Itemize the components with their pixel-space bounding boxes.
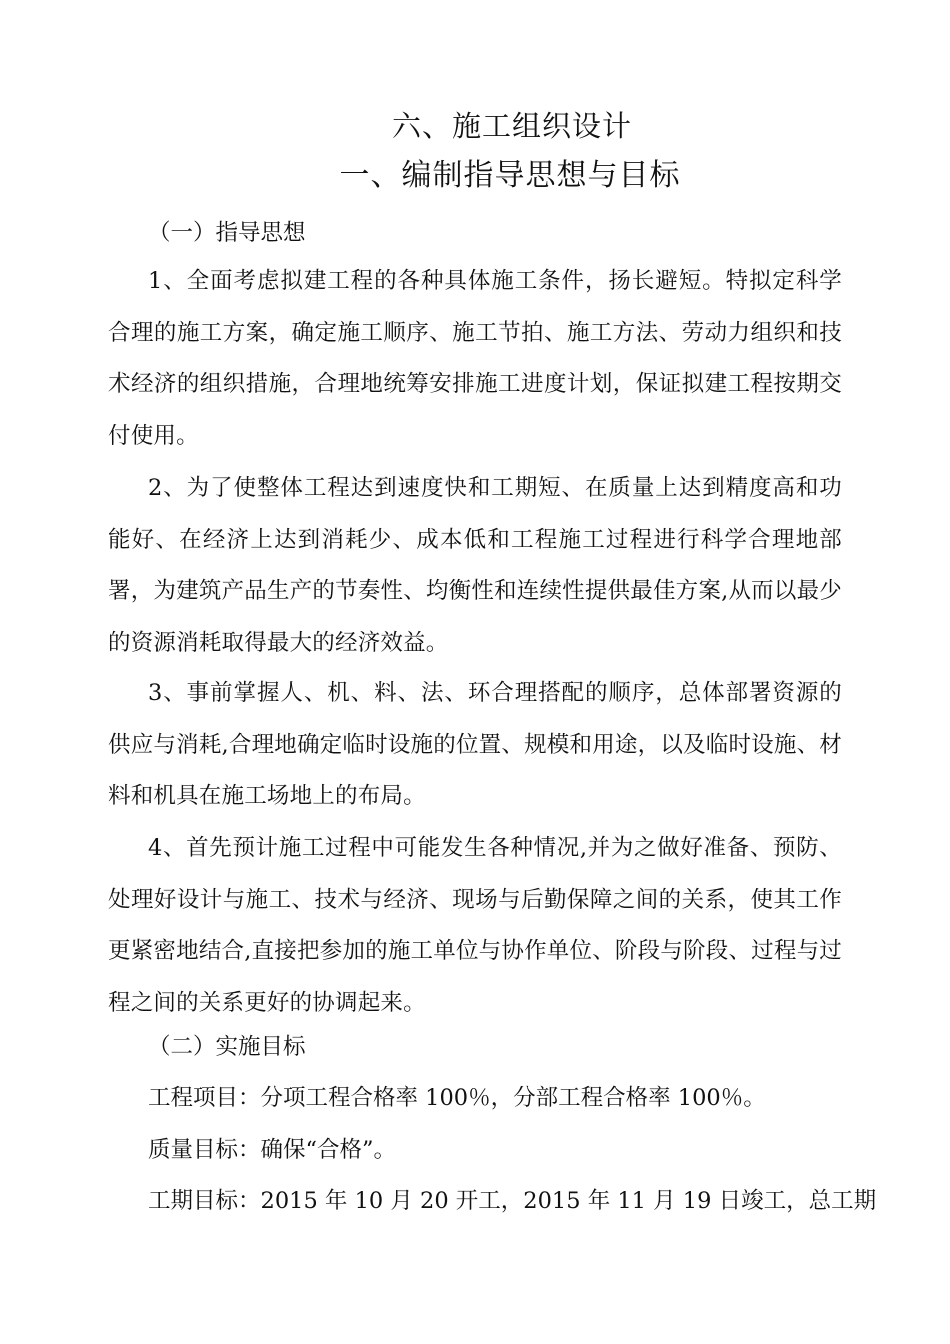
section-title: 一、编制指导思想与目标 (339, 158, 681, 193)
subsection-implementation-goals: （二）实施目标 (148, 1034, 306, 1060)
paragraph-1: 1、全面考虑拟建工程的各种具体施工条件，扬长避短。特拟定科学合理的施工方案，确定施工顺序、施工节拍、施工方法、劳动力组织和技术经济的组织措施，合理地统筹安排施工进度计划，保证拟建工程按期交付使用。 (108, 268, 842, 449)
goal-schedule: 工期目标：2015 年 10 月 20 开工，2015 年 11 月 19 日竣工，总工期 (148, 1188, 877, 1214)
paragraph-2: 2、为了使整体工程达到速度快和工期短、在质量上达到精度高和功能好、在经济上达到消耗少、成本低和工程施工过程进行科学合理地部署，为建筑产品生产的节奏性、均衡性和连续性提供最佳方案,从而以最少的资源消耗取得最大的经济效益。 (108, 475, 842, 656)
goal-project: 工程项目：分项工程合格率 100％，分部工程合格率 100％。 (148, 1085, 766, 1111)
paragraph-4: 4、首先预计施工过程中可能发生各种情况,并为之做好准备、预防、处理好设计与施工、技术与经济、现场与后勤保障之间的关系，使其工作更紧密地结合,直接把参加的施工单位与协作单位、阶段与阶段、过程与过程之间的关系更好的协调起来。 (108, 835, 842, 1016)
paragraph-3: 3、事前掌握人、机、料、法、环合理搭配的顺序，总体部署资源的供应与消耗,合理地确定临时设施的位置、规模和用途，以及临时设施、材料和机具在施工场地上的布局。 (108, 680, 842, 809)
subsection-guiding-ideas: （一）指导思想 (148, 220, 306, 246)
goal-quality: 质量目标：确保“合格”。 (148, 1137, 397, 1163)
chapter-title: 六、施工组织设计 (391, 109, 632, 143)
